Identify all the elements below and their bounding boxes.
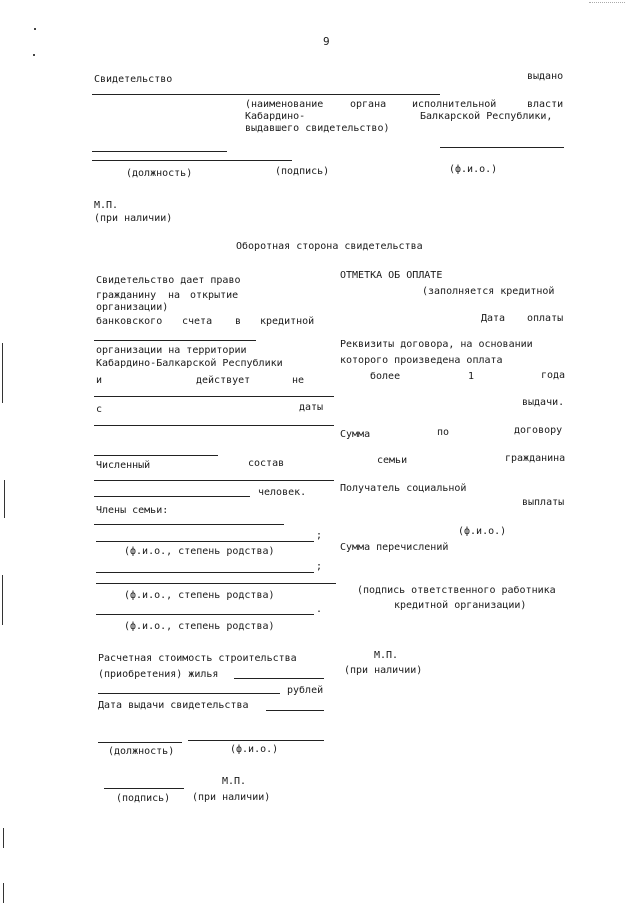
position-line-short xyxy=(92,151,227,152)
fio-caption: (ф.и.о.) xyxy=(449,164,498,175)
scan-margin-mark xyxy=(2,343,3,403)
left-r4b: счета xyxy=(182,316,213,327)
left-r8a: с xyxy=(96,404,103,415)
stamp-label: М.П. xyxy=(94,200,119,211)
family-size-label-b: состав xyxy=(248,458,285,469)
svid-label: Свидетельство xyxy=(94,74,173,85)
cost-line-a xyxy=(234,678,324,679)
people-count-line xyxy=(94,496,250,497)
estimated-cost-label: Расчетная стоимость строительства xyxy=(98,653,297,664)
stamp-if-any-bottom: (при наличии) xyxy=(192,792,271,803)
left-r6: Кабардино-Балкарской Республики xyxy=(96,358,283,369)
member-3-period: . xyxy=(316,604,323,615)
family-members-label: Члены семьи: xyxy=(96,505,169,516)
more-than-c: года xyxy=(541,370,566,381)
signature-line-bottom xyxy=(104,788,184,789)
stamp-label-right: М.П. xyxy=(374,650,399,661)
member-1-caption: (ф.и.о., степень родства) xyxy=(124,546,275,557)
recipient-1: Получатель социальной xyxy=(340,483,467,494)
filled-by-bank: (заполняется кредитной xyxy=(422,286,555,297)
scan-artifact xyxy=(34,28,36,30)
issue-date-line xyxy=(266,710,324,711)
signature-caption: (подпись) xyxy=(275,166,330,177)
organ-caption-2a: Кабардино- xyxy=(245,111,306,122)
rubles-unit: рублей xyxy=(287,685,324,696)
page-number: 9 xyxy=(323,35,330,48)
member-3-caption: (ф.и.о., степень родства) xyxy=(124,621,275,632)
responsible-signature-1: (подпись ответственного работника xyxy=(357,585,556,596)
position-line-bottom xyxy=(98,742,182,743)
organ-name-line xyxy=(92,94,440,95)
family-size-label-a: Численный xyxy=(96,460,151,471)
organ-caption-1b: органа xyxy=(350,99,387,110)
family-size-line xyxy=(94,480,334,481)
fio-line-bottom xyxy=(188,740,324,741)
scan-margin-mark xyxy=(3,828,4,848)
member-1-semicolon: ; xyxy=(316,530,323,541)
scan-margin-mark xyxy=(2,575,3,625)
contract-sum-b: по xyxy=(437,427,450,438)
position-line-long xyxy=(92,160,292,161)
signature-caption-bottom: (подпись) xyxy=(116,793,171,804)
left-r2b: на xyxy=(168,290,181,301)
member-line-2 xyxy=(96,572,314,573)
scan-margin-mark xyxy=(3,883,4,903)
left-r3: организации) xyxy=(96,302,169,313)
payment-date-a: Дата xyxy=(481,313,506,324)
organ-caption-1c: исполнительной xyxy=(412,99,497,110)
stamp-if-any: (при наличии) xyxy=(94,213,173,224)
left-r4d: кредитной xyxy=(260,316,315,327)
organ-caption-1a: (наименование xyxy=(245,99,324,110)
left-r4c: в xyxy=(235,316,242,327)
people-unit: человек. xyxy=(258,487,307,498)
svid-issued-label: выдано xyxy=(527,71,564,82)
left-r2a: гражданину xyxy=(96,290,157,301)
housing-purchase-label: (приобретения) жилья xyxy=(98,669,219,680)
member-line-a xyxy=(94,524,284,525)
left-r2c: открытие xyxy=(190,290,239,301)
contract-sum-c: договору xyxy=(514,425,563,436)
more-than-a: более xyxy=(370,371,401,382)
contract-details-1: Реквизиты договора, на основании xyxy=(340,339,533,350)
left-r7a: и xyxy=(96,375,103,386)
back-side-title: Оборотная сторона свидетельства xyxy=(236,241,423,252)
recipient-2: выплаты xyxy=(522,497,565,508)
payment-date-b: оплаты xyxy=(527,313,564,324)
member-line-2b xyxy=(96,583,336,584)
member-line-1 xyxy=(96,541,314,542)
family-citizen-b: гражданина xyxy=(505,453,566,464)
left-r8b: даты xyxy=(299,402,324,413)
contract-details-2: которого произведена оплата xyxy=(340,355,503,366)
issue-word: выдачи. xyxy=(522,397,565,408)
left-r4a: банковского xyxy=(96,316,163,327)
organ-caption-2b: Балкарской Республики, xyxy=(420,111,553,122)
organ-caption-1d: власти xyxy=(527,99,564,110)
transfer-sum: Сумма перечислений xyxy=(340,542,449,553)
stamp-if-any-right: (при наличии) xyxy=(344,665,423,676)
organ-caption-3: выдавшего свидетельство) xyxy=(245,123,390,134)
scan-artifact xyxy=(33,54,35,56)
position-caption: (должность) xyxy=(126,168,193,179)
member-line-3 xyxy=(96,614,314,615)
more-than-b: 1 xyxy=(468,371,475,382)
signature-line-right xyxy=(440,147,564,148)
position-caption-bottom: (должность) xyxy=(108,746,175,757)
stamp-label-bottom: М.П. xyxy=(222,776,247,787)
left-r7b: действует xyxy=(196,375,251,386)
payment-mark-title: ОТМЕТКА ОБ ОПЛАТЕ xyxy=(340,270,443,281)
responsible-signature-2: кредитной организации) xyxy=(394,600,527,611)
contract-sum-a: Сумма xyxy=(340,429,371,440)
member-2-caption: (ф.и.о., степень родства) xyxy=(124,590,275,601)
family-citizen-a: семьи xyxy=(377,455,408,466)
scan-margin-mark xyxy=(4,480,5,518)
scan-artifact xyxy=(589,2,625,6)
date-line-short xyxy=(94,455,218,456)
recipient-fio-caption: (ф.и.о.) xyxy=(458,526,507,537)
issue-date-label: Дата выдачи свидетельства xyxy=(98,700,249,711)
bank-line xyxy=(94,340,256,341)
cost-line-b xyxy=(98,693,280,694)
validity-line xyxy=(94,396,334,397)
left-r1: Свидетельство дает право xyxy=(96,275,241,286)
member-2-semicolon: ; xyxy=(316,561,323,572)
left-r5: организации на территории xyxy=(96,345,247,356)
fio-caption-bottom: (ф.и.о.) xyxy=(230,744,279,755)
date-line xyxy=(94,425,334,426)
left-r7c: не xyxy=(292,375,305,386)
